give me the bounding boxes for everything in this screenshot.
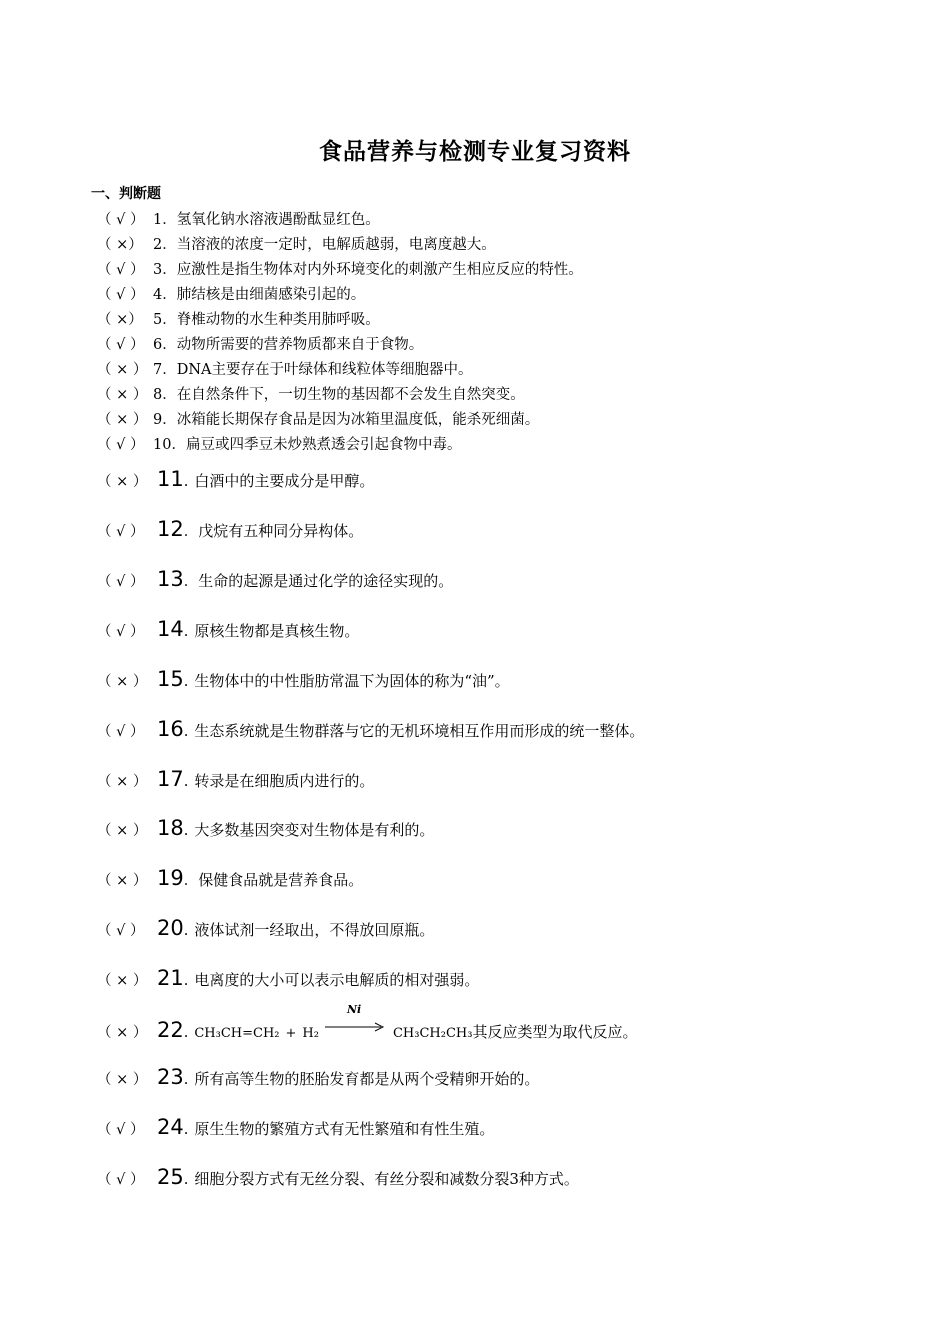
item-separator: . — [183, 474, 189, 490]
item-text: 细胞分裂方式有无丝分裂、有丝分裂和减数分裂3种方式。 — [194, 1170, 579, 1188]
item-number: 22 — [157, 1018, 184, 1042]
item-text: 原核生物都是真核生物。 — [194, 622, 360, 640]
answer-mark: （ × ） — [97, 774, 148, 790]
reaction-arrow-icon — [325, 1003, 387, 1037]
answer-mark: （ √ ） — [97, 212, 145, 228]
item-number: 18 — [157, 816, 184, 840]
answer-mark: （ √ ） — [97, 437, 145, 453]
item-number: 2． — [153, 237, 177, 253]
product-propane: CH₃CH₂CH₃ — [392, 1026, 473, 1041]
item-number: 8． — [153, 387, 177, 403]
item-separator: ． — [183, 524, 199, 540]
plus-sign: + — [285, 1026, 297, 1041]
item-number: 17 — [157, 767, 184, 791]
item-text: 氢氧化钠水溶液遇酚酞显红色。 — [176, 212, 380, 228]
list-item — [97, 517, 363, 541]
answer-mark: （ × ） — [97, 412, 148, 428]
item-separator: . — [183, 1172, 189, 1188]
list-item — [97, 1165, 579, 1189]
list-item — [97, 866, 363, 890]
item-text: 大多数基因突变对生物体是有利的。 — [194, 821, 435, 839]
list-item — [97, 916, 434, 940]
item-text: 所有高等生物的胚胎发育都是从两个受精卵开始的。 — [194, 1070, 540, 1088]
item-text: 电离度的大小可以表示电解质的相对强弱。 — [194, 971, 480, 989]
list-item — [97, 1115, 494, 1139]
answer-mark: （ √ ） — [97, 262, 145, 278]
answer-mark: （ √ ） — [97, 724, 145, 740]
answer-mark: （ × ） — [97, 1025, 148, 1041]
item-number: 6． — [153, 337, 177, 353]
item-text: 保健食品就是营养食品。 — [198, 871, 364, 889]
item-text: 动物所需要的营养物质都来自于食物。 — [176, 337, 424, 353]
item-separator: ． — [183, 873, 199, 889]
item-number: 1． — [153, 212, 177, 228]
item-text: 当溶液的浓度一定时，电解质越弱，电离度越大。 — [176, 237, 496, 253]
answer-mark: （ × ） — [97, 973, 148, 989]
list-item — [97, 667, 510, 691]
item-text: 生物体中的中性脂肪常温下为固体的称为“油”。 — [194, 672, 510, 690]
item-separator: . — [183, 624, 189, 640]
item-number: 12 — [157, 517, 184, 541]
reactant-hydrogen: H₂ — [302, 1026, 319, 1041]
item-separator: . — [183, 774, 189, 790]
list-item — [97, 433, 461, 454]
item-separator: . — [183, 674, 189, 690]
item-text: 原生生物的繁殖方式有无性繁殖和有性生殖。 — [194, 1120, 495, 1138]
answer-mark: （ × ） — [97, 1072, 148, 1088]
answer-mark: （ √ ） — [97, 1122, 145, 1138]
answer-mark: （ × ） — [97, 873, 148, 889]
item-number: 7． — [153, 362, 177, 378]
item-number: 9． — [153, 412, 177, 428]
answer-mark: （ √ ） — [97, 1172, 145, 1188]
item-number: 20 — [157, 916, 184, 940]
list-item — [97, 567, 453, 591]
answer-mark: （ ×） — [97, 312, 143, 328]
chemical-equation — [194, 1003, 473, 1041]
item-text: 脊椎动物的水生种类用肺呼吸。 — [176, 312, 380, 328]
item-text: 生态系统就是生物群落与它的无机环境相互作用而形成的统一整体。 — [194, 722, 645, 740]
item-separator: . — [183, 923, 189, 939]
catalyst-label: Ni — [346, 1003, 362, 1016]
item-text: 其反应类型为取代反应。 — [472, 1023, 638, 1041]
list-item — [97, 767, 374, 791]
reactant-propene: CH₃CH=CH₂ — [194, 1026, 280, 1041]
answer-mark: （ × ） — [97, 823, 148, 839]
list-item — [97, 408, 539, 429]
list-item — [97, 258, 583, 279]
item-number: 13 — [157, 567, 184, 591]
answer-mark: （ √ ） — [97, 624, 145, 640]
item-number: 5． — [153, 312, 177, 328]
list-item — [97, 966, 479, 990]
item-number: 21 — [157, 966, 184, 990]
answer-mark: （ √ ） — [97, 287, 145, 303]
answer-mark: （ × ） — [97, 362, 148, 378]
list-item — [97, 717, 644, 741]
list-item — [97, 358, 473, 379]
answer-mark: （ √ ） — [97, 524, 145, 540]
answer-mark: （ √ ） — [97, 923, 145, 939]
item-number: 4． — [153, 287, 177, 303]
item-number: 11 — [157, 467, 184, 491]
list-item — [97, 467, 374, 491]
list-item — [97, 333, 423, 354]
answer-mark: （ × ） — [97, 674, 148, 690]
list-item — [97, 283, 365, 304]
item-separator: . — [183, 1025, 189, 1041]
item-text: 戊烷有五种同分异构体。 — [198, 522, 364, 540]
item-separator: . — [183, 973, 189, 989]
item-text: 冰箱能长期保存食品是因为冰箱里温度低，能杀死细菌。 — [176, 412, 540, 428]
item-text: 在自然条件下，一切生物的基因都不会发生自然突变。 — [176, 387, 525, 403]
list-item — [97, 383, 525, 404]
list-item — [97, 1003, 638, 1042]
list-item — [97, 617, 359, 641]
item-separator: . — [183, 724, 189, 740]
item-text: 白酒中的主要成分是甲醇。 — [194, 472, 375, 490]
item-text: 肺结核是由细菌感染引起的。 — [176, 287, 366, 303]
item-number: 19 — [157, 866, 184, 890]
section-heading: 一、判断题 — [91, 186, 161, 202]
item-text: 转录是在细胞质内进行的。 — [194, 772, 375, 790]
item-number: 16 — [157, 717, 184, 741]
item-number: 10． — [153, 437, 186, 453]
item-number: 23 — [157, 1065, 184, 1089]
list-item — [97, 233, 496, 254]
item-text: 液体试剂一经取出，不得放回原瓶。 — [194, 921, 435, 939]
item-number: 15 — [157, 667, 184, 691]
item-text: 生命的起源是通过化学的途径实现的。 — [198, 572, 454, 590]
answer-mark: （ √ ） — [97, 337, 145, 353]
list-item — [97, 308, 380, 329]
item-text: 应激性是指生物体对内外环境变化的刺激产生相应反应的特性。 — [176, 262, 583, 278]
item-number: 14 — [157, 617, 184, 641]
list-item — [97, 208, 380, 229]
answer-mark: （ × ） — [97, 387, 148, 403]
item-separator: ． — [183, 574, 199, 590]
answer-mark: （ ×） — [97, 237, 143, 253]
item-number: 24 — [157, 1115, 184, 1139]
item-separator: . — [183, 1122, 189, 1138]
item-separator: . — [183, 823, 189, 839]
item-number: 25 — [157, 1165, 184, 1189]
answer-mark: （ × ） — [97, 474, 148, 490]
item-number: 3． — [153, 262, 177, 278]
answer-mark: （ √ ） — [97, 574, 145, 590]
item-text: DNA主要存在于叶绿体和线粒体等细胞器中。 — [176, 362, 473, 378]
item-text: 扁豆或四季豆未炒熟煮透会引起食物中毒。 — [185, 437, 462, 453]
item-separator: . — [183, 1072, 189, 1088]
page-title: 食品营养与检测专业复习资料 — [319, 139, 631, 165]
list-item — [97, 816, 434, 840]
list-item — [97, 1065, 539, 1089]
